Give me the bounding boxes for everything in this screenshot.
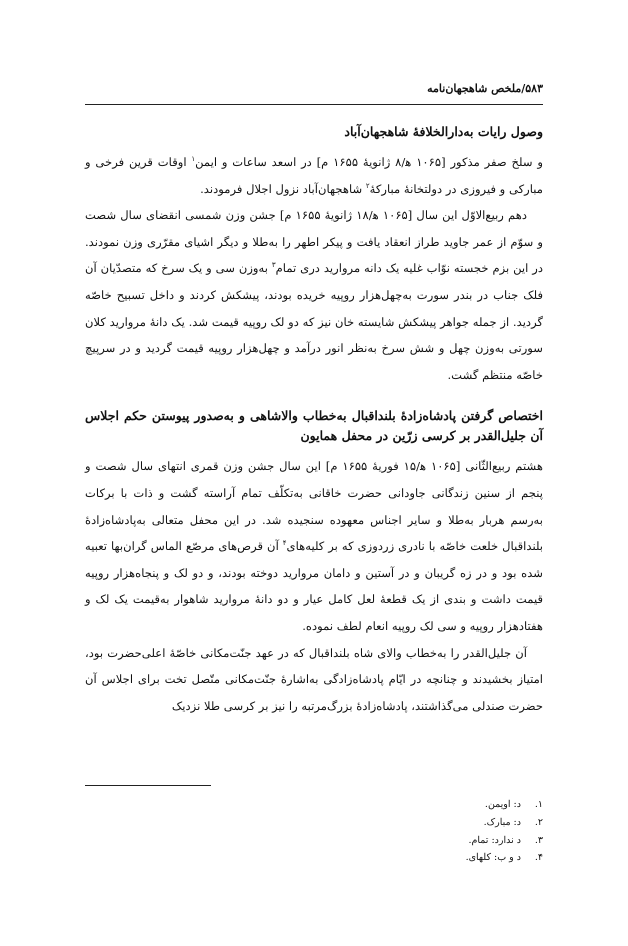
footnote: ۳.د ندارد: تمام. [468, 834, 543, 846]
footnote-rule [85, 785, 211, 786]
paragraph: آن جلیل‌القدر را به‌خطاب والای شاه بلنداقبال که در عهد جنّت‌مکانی خاصّهٔ اعلی‌حضرت بود، امتیاز بخشیدند و چنانچه در ایّام پادشاه‌زادگی به‌اشارهٔ جنّت‌مکانی متّصل تخت برای اجلاس آن حضرت صندلی می‌گذاشتند، پادشاه‌زادهٔ بزرگ‌مرتبه را نیز بر کرسی طلا نزدیک [85, 645, 543, 713]
running-head: ۵۸۳/ملخص شاهجهان‌نامه [427, 82, 543, 95]
header-rule [85, 104, 543, 105]
footnote-marker: ۱ [191, 155, 196, 164]
footnote-marker: ۲ [365, 181, 370, 190]
footnote: ۱.د: اویمن. [484, 799, 543, 810]
body-text [85, 122, 543, 719]
section-heading: وصول رایات به‌دارالخلافهٔ شاهجهان‌آباد [344, 124, 543, 139]
paragraph: هشتم ربیع‌الثّانی [۱۰۶۵ ه‍/۱۵ فوریهٔ ۱۶۵۵ م] این سال جشن وزن قمری انتهای سال شصت و پنجم از سنین زندگانی جاودانی حضرت خاقانی به‌تکلّف تمام آراسته گشت و ذات با برکات به‌رسم هربار به‌طلا و سایر اجناس معهوده سنجیده شد. در این محفل متعالی به‌پادشاه‌زادهٔ بلنداقبال خلعت خاصّه با نادری زردوزی که بر کلیه‌های$^۴$ آن قرص‌های مرصّع الماس گران‌بها تعبیه شده بود و در زه گریبان و در آستین و دامان مروارید دوخته بودند، و دو لک و پنجاه‌هزار روپیه قیمت داشت و بندی از یک قطعهٔ لعل کامل عیار و دو دانهٔ مروارید شاهوار به‌قیمت یک لک و هفتادهزار روپیه و سی لک روپیه انعام لطف نموده. [85, 459, 544, 633]
footnote: ۲.د: مبارک. [483, 816, 543, 828]
footnote-marker: ۴ [282, 539, 287, 548]
footnote-marker: ۳ [271, 261, 276, 270]
section-heading: اختصاص گرفتن پادشاه‌زادهٔ بلنداقبال به‌خطاب والاشاهی و به‌صدور پیوستن حکم اجلاس آن جلیل‌القدر بر کرسی زرّین در محفل همایون [85, 408, 543, 444]
footnote: ۴.د و ب: کلهای. [465, 852, 543, 864]
footnotes [343, 796, 543, 867]
paragraph: دهم ربیع‌الاوّل این سال [۱۰۶۵ ه‍/۱۸ ژانویهٔ ۱۶۵۵ م] جشن وزن شمسی انقضای سال شصت و سوّم از عمر جاوید طراز انعقاد یافت و پیکر اطهر را به‌طلا و دیگر اشیای مقرّری وزن نمودند. در این بزم خجسته نوّاب غلیه یک دانه مروارید دری تمام$^۳$ به‌وزن سی و یک سرخ که متصدّیان آن فلک جناب در بندر سورت به‌چهل‌هزار روپیه خریده بودند، پیشکش کردند و داخل تسبیح خاصّه گردید. از جمله جواهر پیشکش شایسته خان نیز که دو لک روپیه قیمت شد. یک دانهٔ مروارید کلان سورتی به‌وزن چهل و شش سرخ به‌نظر انور درآمد و چهل‌هزار روپیه قیمت گردید و در سرپیچ خاصّه منتظم گشت. [85, 208, 544, 382]
paragraph: و سلخ صفر مذکور [۱۰۶۵ ه‍/۸ ژانویهٔ ۱۶۵۵ م] در اسعد ساعات و ایمن$^۱$ اوقات قرین فرخی و مبارکی و فیروزی در دولتخانهٔ مبارکهٔ$^۲$ شاهجهان‌آباد نزول اجلال فرمودند. [85, 155, 543, 196]
